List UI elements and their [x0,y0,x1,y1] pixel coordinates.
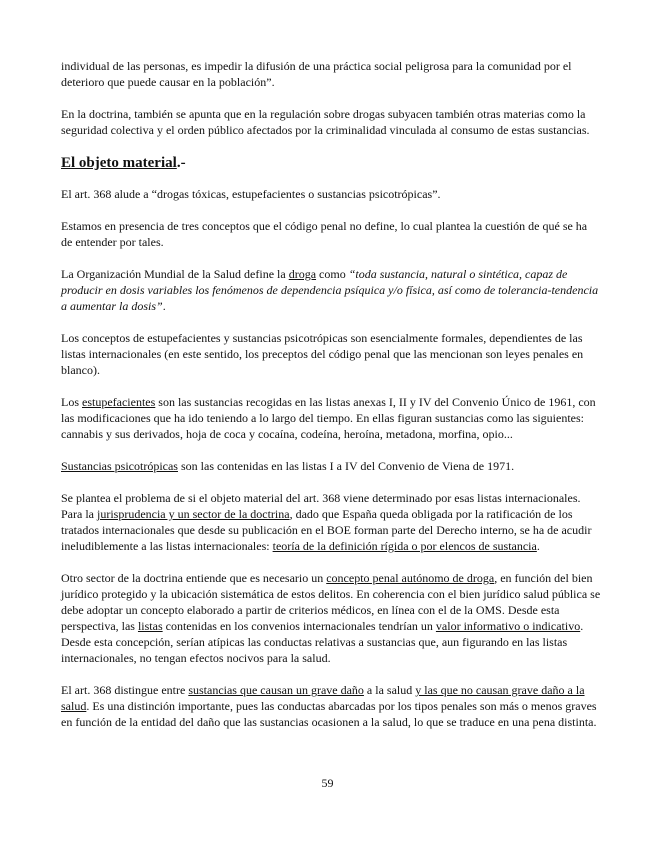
p5-text-a: La Organización Mundial de la Salud define la [61,267,289,281]
paragraph-2 [61,106,601,138]
p1-text: individual de las personas, es impedir la difusión de una práctica social peligrosa para la comunidad por el deterioro que puede causar en la población”. [61,59,572,89]
p11-term-grave-dano: sustancias que causan un grave daño [188,683,364,697]
p9-term-teoria-rigida: teoría de la definición rígida o por elencos de sustancia [272,539,537,553]
p9-term-jurisprudencia: jurisprudencia y un sector de la doctrina [96,507,290,521]
p7-text-a: Los [61,395,82,409]
p9-text-e: . [536,539,540,553]
p10-term-listas: listas [137,619,163,633]
p10-text-g: . Desde esta concepción, serían atípicas las conductas relativas a sustancias que, aun figurando en las listas internacionales, no tengan efectos nocivos para la salud. [61,619,584,665]
page-number: 59 [321,776,334,790]
section-heading-title: El objeto material [61,155,177,171]
p3-text: El art. 368 alude a “drogas tóxicas, estupefacientes o sustancias psicotrópicas”. [61,187,441,201]
p5-definition-quote: “toda sustancia, natural o sintética, capaz de producir en dosis variables los fenómenos de dependencia psíquica y/o física, así como de tolerancia-tendencia a aumentar la dosis” [61,267,599,313]
paragraph-11 [61,682,601,730]
p9-text-a: Se plantea el problema de si el objeto material del art. 368 viene determinado por esas listas internacionales. Para la [61,491,581,521]
p10-text-e: contenidas en los convenios internacionales tendrían un [162,619,436,633]
paragraph-7 [61,394,601,442]
p6-text: Los conceptos de estupefacientes y sustancias psicotrópicas son esencialmente formales, dependientes de las listas internacionales (en este sentido, los preceptos del código penal que las mencionan son leyes penales en blanco). [61,331,584,377]
p2-text: En la doctrina, también se apunta que en la regulación sobre drogas subyacen también otras materias como la seguridad colectiva y el orden público afectados por la criminalidad vinculada al consumo de estas sustancias. [61,107,590,137]
p11-term-no-grave-dano: y las que no causan grave daño a la salud [61,683,585,713]
p11-text-a: El art. 368 distingue entre [61,683,189,697]
p7-term-estupefacientes: estupefacientes [82,395,156,409]
paragraph-9 [61,490,601,554]
p11-text-c: a la salud [363,683,416,697]
paragraph-5 [61,266,601,314]
p5-text-c: como [316,267,349,281]
p7-text-c: son las sustancias recogidas en las listas anexas I, II y IV del Convenio Único de 1961, con las modificaciones que ha ido teniendo a lo largo del tiempo. En ellas figuran sustancias como las siguientes: cannabis y sus derivados, hoja de coca y cocaína, codeína, heroína, metadona, morfina, opio... [61,395,596,441]
paragraph-8 [61,458,601,474]
p10-term-concepto-autonomo: concepto penal autónomo de droga [326,571,495,585]
paragraph-10 [61,570,601,666]
p10-text-a: Otro sector de la doctrina entiende que es necesario un [61,571,327,585]
paragraph-6 [61,330,601,378]
document-body [61,58,601,746]
section-heading [61,154,601,172]
p9-text-c: , dado que España queda obligada por la ratificación de los tratados internacionales que desde su publicación en el BOE forman parte del Derecho interno, se ha de acudir ineludiblemente a las listas internacionales: [61,507,592,553]
paragraph-1 [61,58,601,90]
paragraph-4 [61,218,601,250]
paragraph-3 [61,186,601,202]
p11-text-e: . Es una distinción importante, pues las conductas abarcadas por los tipos penales son más o menos graves en función de la entidad del daño que las sustancias ocasionen a la salud, lo que se traduce en una pena distinta. [61,699,597,729]
p10-term-valor-informativo: valor informativo o indicativo [435,619,581,633]
section-heading-suffix: .- [176,155,186,171]
p5-term-droga: droga [288,267,317,281]
p8-text-b: son las contenidas en las listas I a IV del Convenio de Viena de 1971. [177,459,515,473]
p4-text: Estamos en presencia de tres conceptos que el código penal no define, lo cual plantea la cuestión de qué se ha de entender por tales. [61,219,588,249]
p10-text-c: , en función del bien jurídico protegido y la ubicación sistemática de estos delitos. En coherencia con el bien jurídico salud pública se debe adoptar un concepto elaborado a partir de criterios médicos, en línea con el de la OMS. Desde esta perspectiva, las [61,571,601,633]
p8-term-psicotropicas: Sustancias psicotrópicas [61,459,178,473]
p5-text-e: . [162,299,166,313]
